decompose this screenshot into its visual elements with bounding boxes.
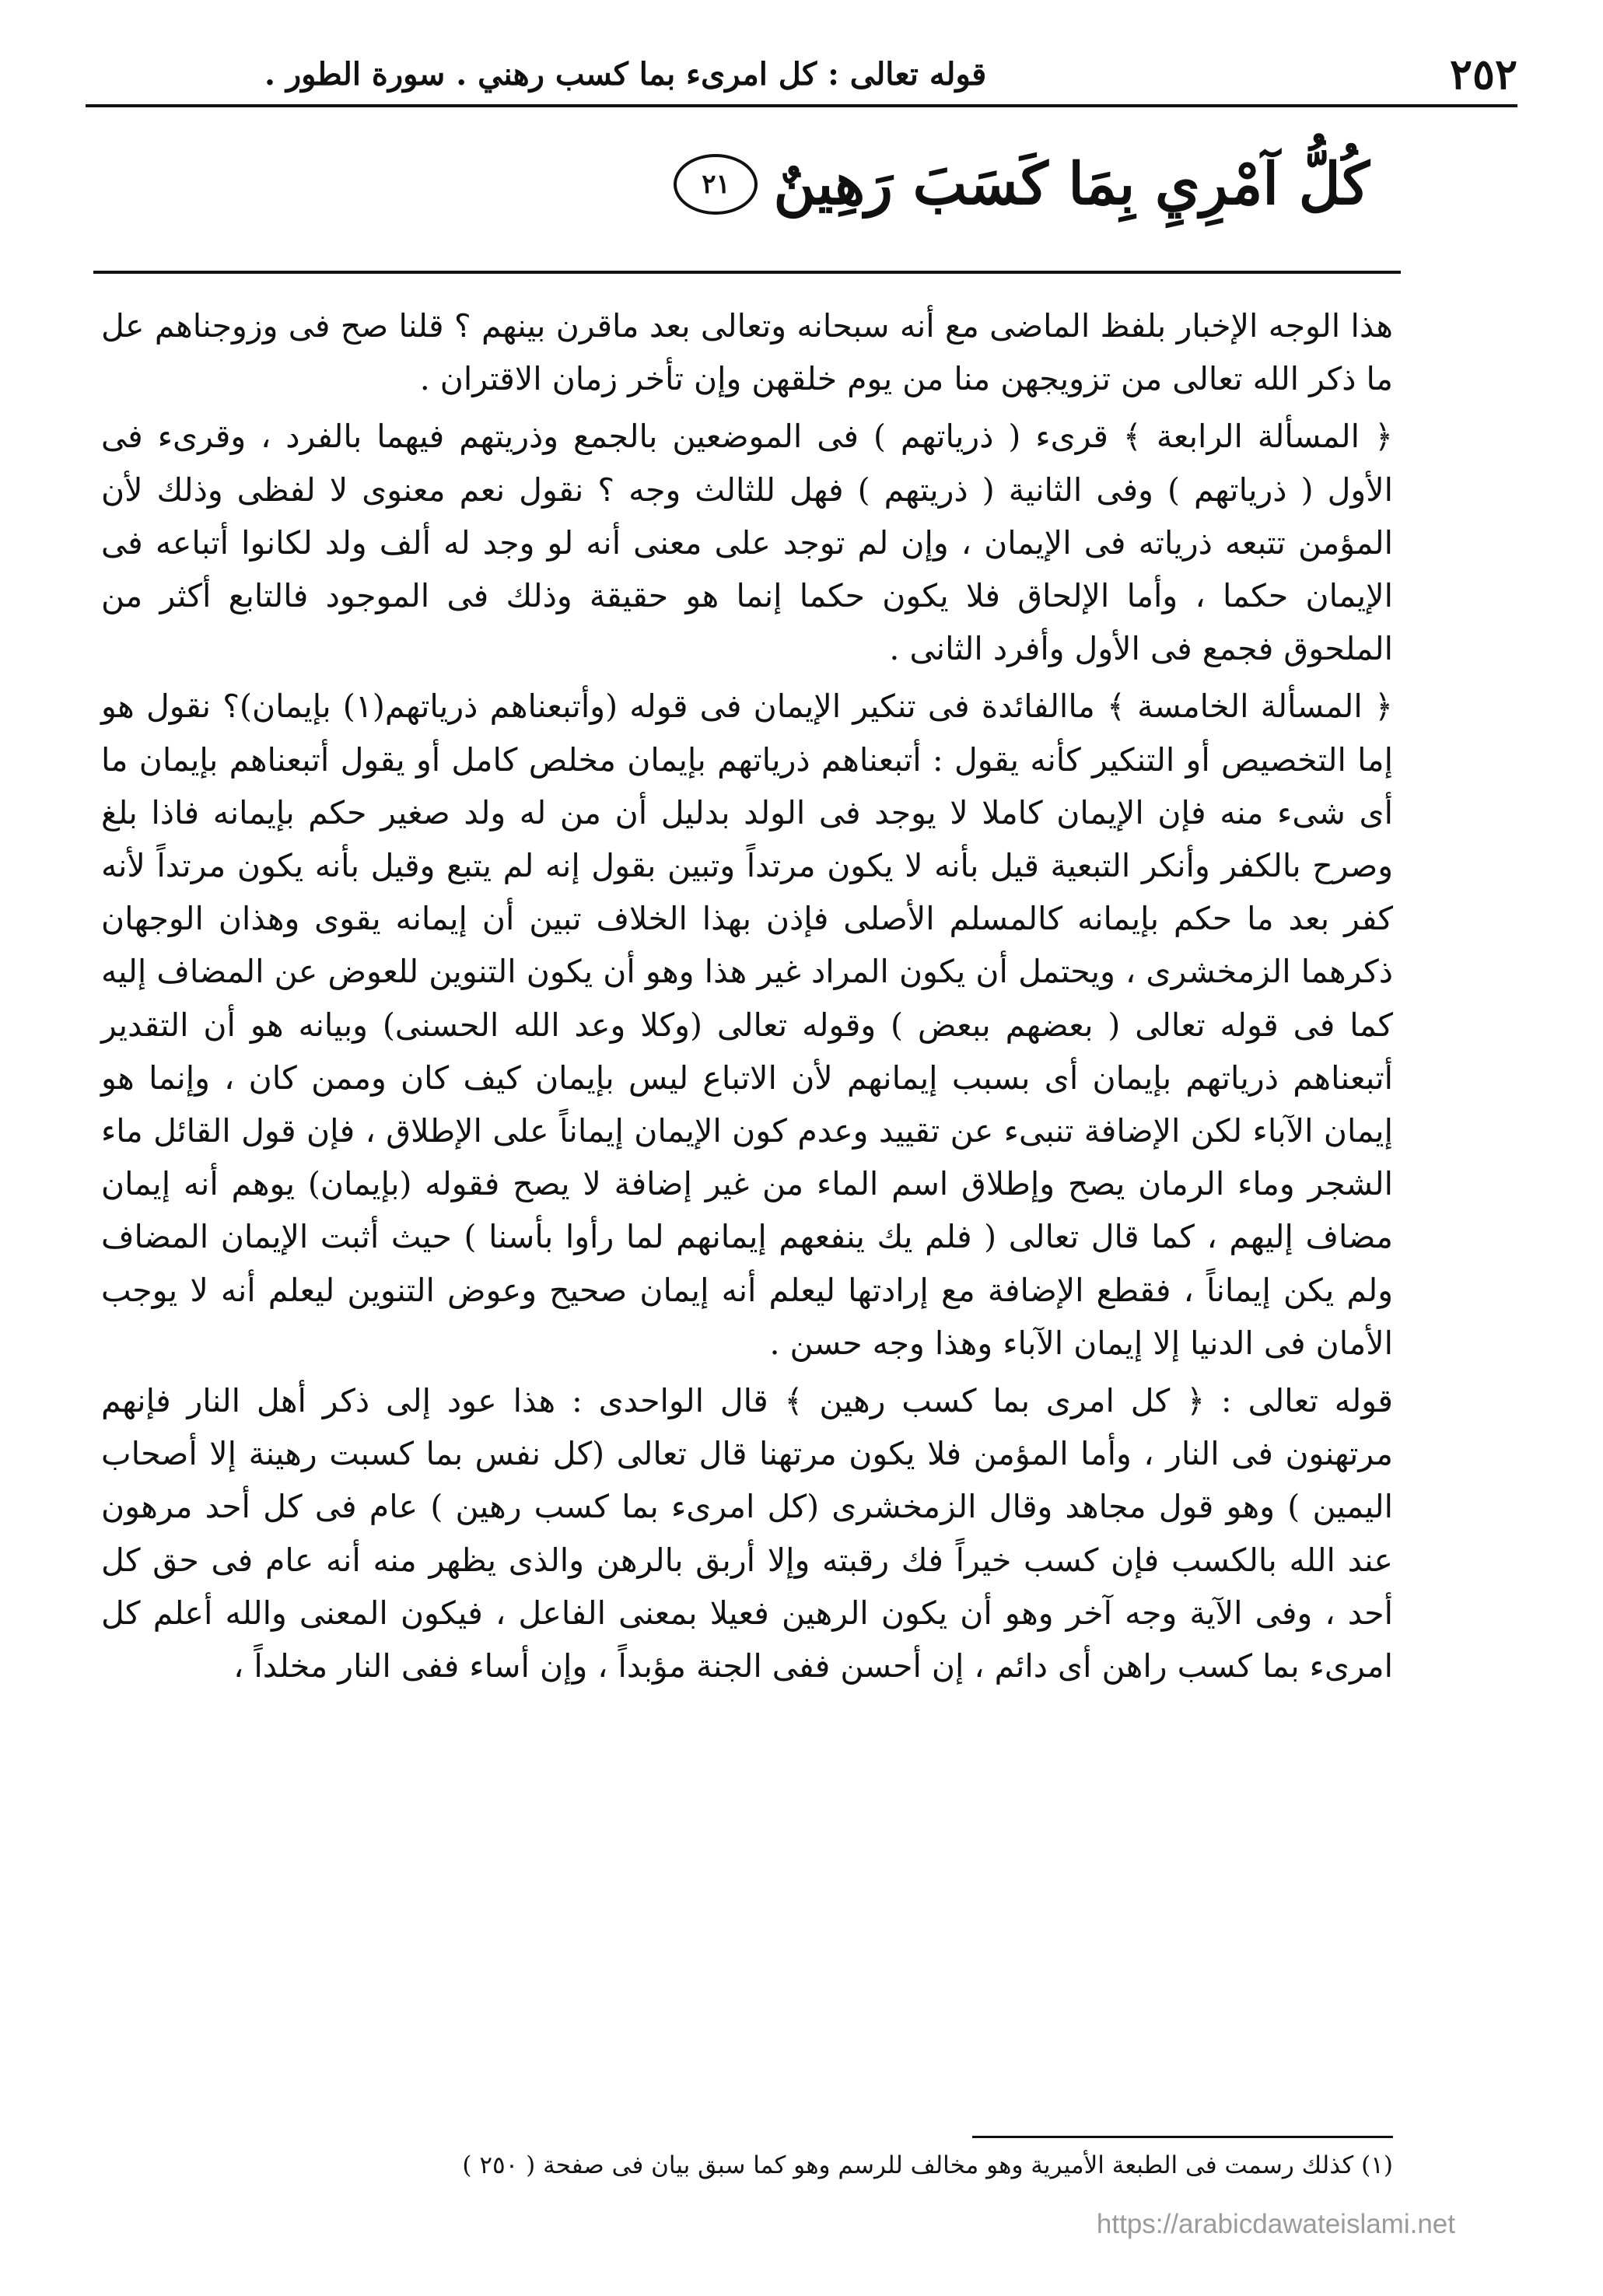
- header-rule: [86, 104, 1517, 107]
- commentary-body: [101, 299, 1393, 1697]
- paragraph-continuation: هذا الوجه الإخبار بلفظ الماضى مع أنه سبحانه وتعالى بعد ماقرن بينهم ؟ قلنا صح فى وزوجناهم عل ما ذكر الله تعالى من تزويجهن منا من يوم خلقهن وإن تأخر زمان الاقتران .: [101, 307, 1393, 398]
- footnote: (١) كذلك رسمت فى الطبعة الأميرية وهو مخالف للرسم وهو كما سبق بيان فى صفحة ( ٢٥٠ ): [462, 2151, 1393, 2179]
- verse-number-ornament: ٢١: [674, 154, 758, 215]
- paragraph-verse-commentary: قوله تعالى : ﴿ كل امرى بما كسب رهين ﴾ قال الواحدى : هذا عود إلى ذكر أهل النار فإنهم مرتهنون فى النار ، وأما المؤمن فلا يكون مرتهنا قال تعالى (كل نفس بما كسبت رهينة إلا أصحاب اليمين ) وهو قول مجاهد وقال الزمخشرى (كل امرىء بما كسب رهين ) عام فى كل أحد مرهون عند الله بالكسب فإن كسب خيراً فك رقبته وإلا أربق بالرهن والذى يظهر منه أنه عام فى حق كل أحد ، وفى الآية وجه آخر وهو أن يكون الرهين فعيلا بمعنى الفاعل ، فيكون المعنى والله أعلم كل امرىء بما كسب راهن أى دائم ، إن أحسن ففى الجنة مؤبداً ، وإن أساء ففى النار مخلداً ،: [101, 1382, 1393, 1685]
- paragraph-fifth-issue: ﴿ المسألة الخامسة ﴾ ماالفائدة فى تنكير الإيمان فى قوله (وأتبعناهم ذرياتهم(١) بإيمان)؟ نقول هو إما التخصيص أو التنكير كأنه يقول : أتبعناهم ذرياتهم بإيمان مخلص كامل أو يقول أتبعناهم بإيمان ما أى شىء منه فإن الإيمان كاملا لا يوجد فى الولد بدليل أن من له ولد صغير حكم بإيمانه فاذا بلغ وصرح بالكفر وأنكر التبعية قيل بأنه لا يكون مرتداً وتبين بقول إنه لم يتبع وقيل بأنه يكون مرتداً لأنه كفر بعد ما حكم بإيمانه كالمسلم الأصلى فإذن بهذا الخلاف تبين أن إيمانه يقوى وهذان الوجهان ذكرهما الزمخشرى ، ويحتمل أن يكون المراد غير هذا وهو أن يكون التنوين للعوض عن المضاف إليه كما فى قوله تعالى ( بعضهم ببعض ) وقوله تعالى (وكلا وعد الله الحسنى) وبيانه هو أن التقدير أتبعناهم ذرياتهم بإيمان أى بسبب إيمانهم لأن الاتباع ليس بإيمان كيف كان وممن كان ، وإنما هو إيمان الآباء لكن الإضافة تنبىء عن تقييد وعدم كون الإيمان إيماناً على الإطلاق ، فإن قول القائل ماء الشجر وماء الرمان يصح وإطلاق اسم الماء من غير إضافة لا يصح فقوله (بإيمان) يوهم أنه إيمان مضاف إليهم ، كما قال تعالى ( فلم يك ينفعهم إيمانهم لما رأوا بأسنا ) حيث أثبت الإيمان المضاف ولم يكن إيماناً ، فقطع الإضافة مع إرادتها ليعلم أنه إيمان صحيح وعوض التنوين ليعلم أنه لا يوجب الأمان فى الدنيا إلا إيمان الآباء وهذا وجه حسن .: [101, 688, 1393, 1362]
- page-header: [86, 43, 1517, 105]
- website-watermark: https://arabicdawateislami.net: [1096, 2209, 1455, 2239]
- paragraph-fourth-issue: ﴿ المسألة الرابعة ﴾ قرىء ( ذرياتهم ) فى الموضعين بالجمع وذريتهم فيهما بالفرد ، وقرىء فى الأول ( ذرياتهم ) وفى الثانية ( ذريتهم ) فهل للثالث وجه ؟ نقول نعم معنوى لا لفظى وذلك لأن المؤمن تتبعه ذرياته فى الإيمان ، وإن لم توجد على معنى أنه لو وجد له ألف ولد لكانوا أتباعه فى الإيمان حكما ، وأما الإلحاق فلا يكون حكما إنما هو حقيقة وذلك فى الموجود فالتابع أكثر من الملحوق فجمع فى الأول وأفرد الثانى .: [101, 418, 1393, 668]
- section-rule: [93, 271, 1401, 274]
- verse-text: كُلُّ آمْرِيِ بِمَا كَسَبَ رَهِينٌ: [773, 151, 1370, 218]
- footnote-rule: [972, 2136, 1393, 2138]
- running-title: قوله تعالى : كل امرىء بما كسب رهني . سورة الطور .: [264, 55, 987, 93]
- page-number: ٢٥٢: [1449, 49, 1517, 99]
- verse-heading: [514, 134, 1370, 235]
